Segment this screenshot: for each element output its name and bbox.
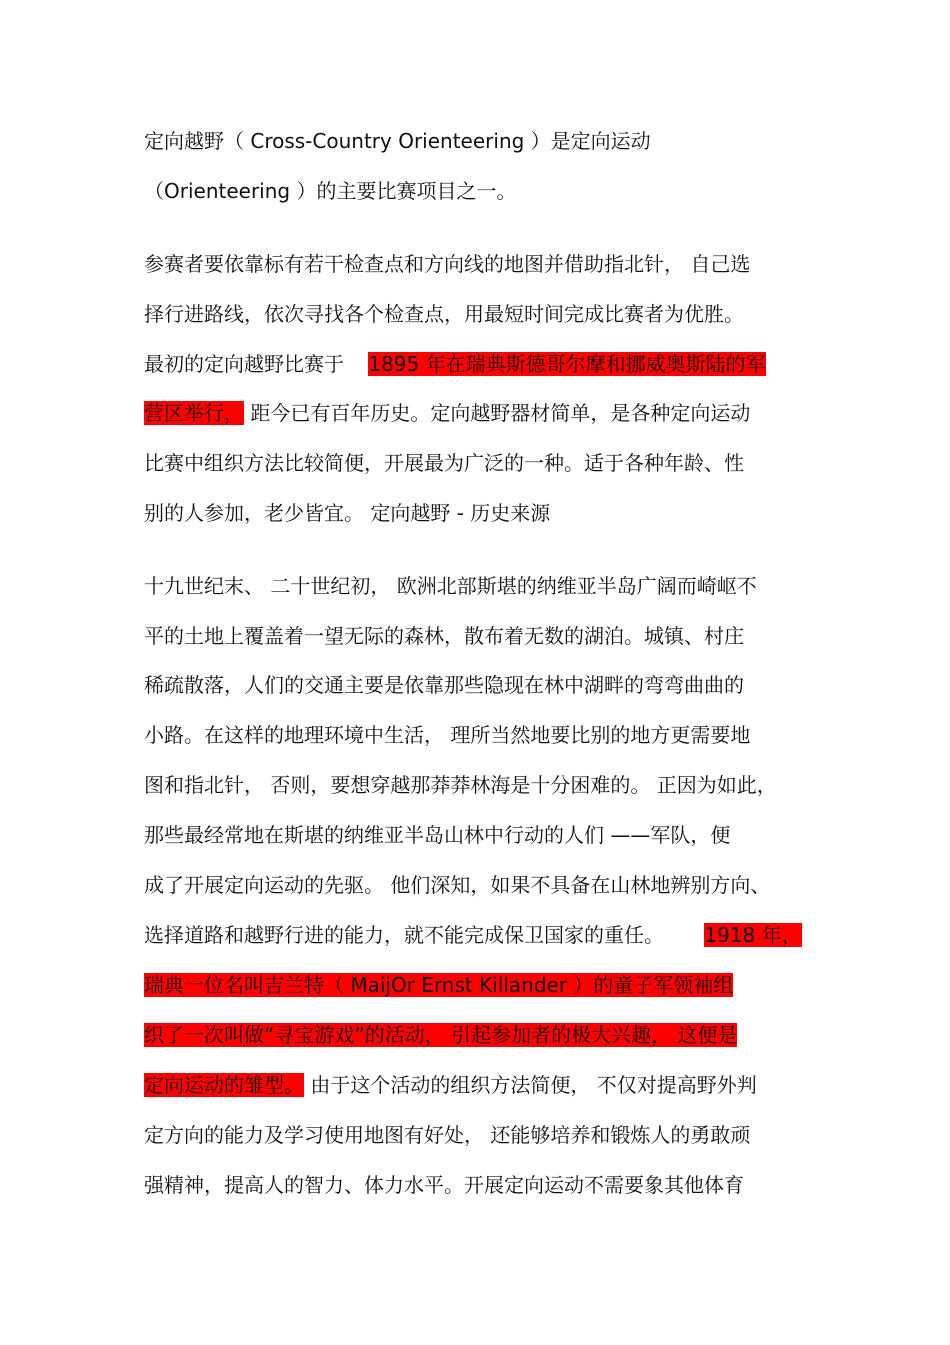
text-run: 由于这个活动的组织方法简便， 不仅对提高野外判 <box>310 1073 757 1097</box>
text-run: 参赛者要依靠标有若干检查点和方向线的地图并借助指北针， 自己选 <box>144 252 751 276</box>
text-run: 别的人参加，老少皆宜。 定向越野 - 历史来源 <box>144 501 551 525</box>
paragraph-line <box>144 124 651 158</box>
paragraph-line <box>144 1168 744 1202</box>
text-run: 那些最经常地在斯堪的纳维亚半岛山林中行动的人们 ——军队，便 <box>144 823 731 847</box>
text-run: 选择道路和越野行进的能力，就不能完成保卫国家的重任。 <box>144 923 664 947</box>
paragraph-line <box>144 297 744 331</box>
text-run: 择行进路线，依次寻找各个检查点，用最短时间完成比赛者为优胜。 <box>144 302 744 326</box>
paragraph-line <box>144 619 744 653</box>
paragraph-line <box>144 718 750 752</box>
paragraph-line <box>144 818 730 852</box>
paragraph-line <box>144 396 750 430</box>
text-run: 强精神，提高人的智力、体力水平。开展定向运动不需要象其他体育 <box>144 1173 744 1197</box>
paragraph-line <box>144 668 744 702</box>
text-run: 距今已有百年历史。定向越野器材简单，是各种定向运动 <box>250 401 751 425</box>
text-run: 平的土地上覆盖着一望无际的森林，散布着无数的湖泊。城镇、村庄 <box>144 624 744 648</box>
paragraph-line <box>144 496 550 530</box>
highlighted-text: 1895 年在瑞典斯德哥尔摩和挪威奥斯陆的军 <box>368 352 766 376</box>
paragraph-line <box>144 1068 757 1102</box>
highlighted-text: 织了一次叫做“寻宝游戏”的活动， 引起参加者的极大兴趣， 这便是 <box>144 1023 738 1047</box>
text-run: 成了开展定向运动的先驱。 他们深知，如果不具备在山林地辨别方向、 <box>144 873 771 897</box>
paragraph-line <box>144 918 802 952</box>
paragraph-line <box>144 174 516 208</box>
text-run: 小路。在这样的地理环境中生活， 理所当然地要比别的地方更需要地 <box>144 723 751 747</box>
text-run: 稀疏散落，人们的交通主要是依靠那些隐现在林中湖畔的弯弯曲曲的 <box>144 673 744 697</box>
paragraph-line <box>144 768 777 802</box>
highlighted-text: 营区举行， <box>144 401 244 425</box>
paragraph-line <box>144 446 744 480</box>
paragraph-line <box>144 347 766 381</box>
highlighted-text: 1918 年， <box>704 923 802 947</box>
text-run: 图和指北针， 否则，要想穿越那莽莽林海是十分困难的。 正因为如此， <box>144 773 777 797</box>
paragraph-line <box>144 1018 737 1052</box>
paragraph-line <box>144 868 770 902</box>
text-run: 比赛中组织方法比较简便，开展最为广泛的一种。适于各种年龄、性 <box>144 451 744 475</box>
paragraph-line <box>144 247 750 281</box>
paragraph-line <box>144 569 757 603</box>
text-run: 十九世纪末、 二十世纪初， 欧洲北部斯堪的纳维亚半岛广阔而崎岖不 <box>144 574 757 598</box>
text-run: 最初的定向越野比赛于 <box>144 352 344 376</box>
text-run: （Orienteering ）的主要比赛项目之一。 <box>144 179 517 203</box>
highlighted-text: 定向运动的雏型。 <box>144 1073 304 1097</box>
text-run: 定向越野（ Cross-Country Orienteering ）是定向运动 <box>144 129 651 153</box>
text-run: 定方向的能力及学习使用地图有好处， 还能够培养和锻炼人的勇敢顽 <box>144 1123 751 1147</box>
highlighted-text: 瑞典一位名叫吉兰特（ MaijOr Ernst Killander ）的童子军领袖组 <box>144 973 734 997</box>
paragraph-line <box>144 1118 750 1152</box>
paragraph-line <box>144 968 733 1002</box>
